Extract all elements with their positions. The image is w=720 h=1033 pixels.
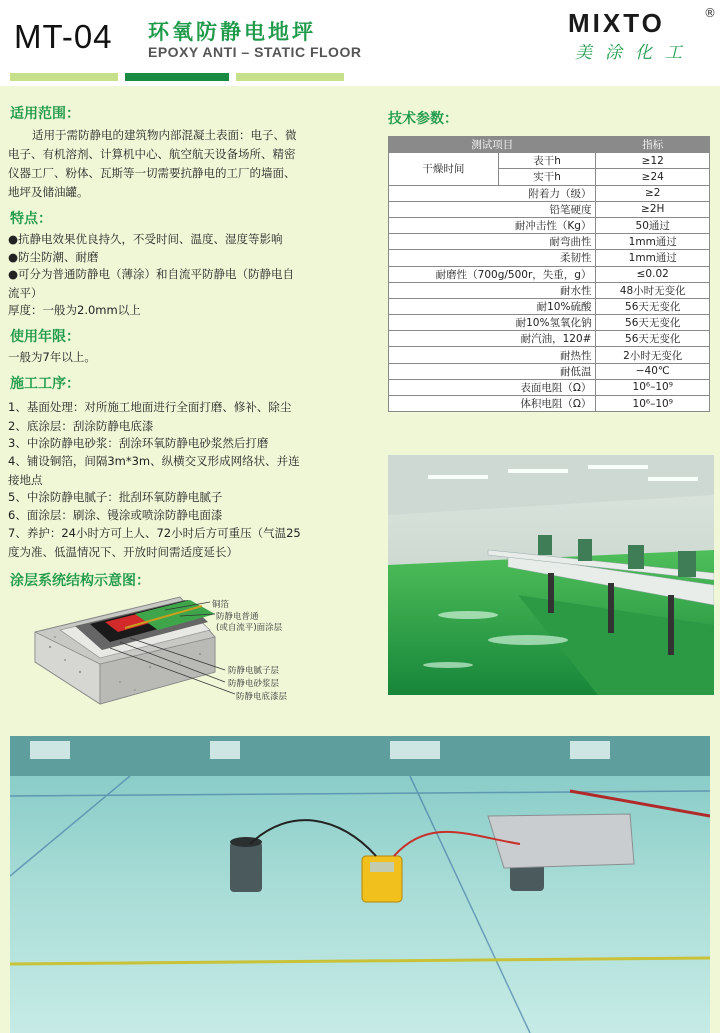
cell-value: 48小时无变化: [596, 282, 710, 298]
process-step: 4、铺设铜箔，间隔3m*3m、纵横交叉形成网络状、并连接地点: [8, 454, 300, 487]
table-row: [389, 266, 710, 282]
header-bar-1: [10, 73, 118, 81]
table-row: [389, 315, 710, 331]
cell-name: 表面电阻（Ω）: [389, 379, 596, 395]
process-step: 7、养护：24小时方可上人、72小时后方可重压（气温25度为准、低温情况下、开放时间需适度延长）: [8, 526, 301, 559]
cell-name: 耐热性: [389, 347, 596, 363]
scope-text: 适用于需防静电的建筑物内部混凝土表面：电子、微电子、有机溶剂、计算机中心、航空航天设备场所、精密仪器工厂、粉体、瓦斯等一切需要抗静电的工厂的墙面、地坪及储油罐。: [8, 128, 297, 199]
cell-name: 耐水性: [389, 282, 596, 298]
table-row: [389, 185, 710, 201]
table-row: [389, 250, 710, 266]
features-heading: 特点：: [10, 211, 52, 227]
cell-name: 耐弯曲性: [389, 234, 596, 250]
col-header-item: 测试项目: [389, 137, 596, 153]
cell-value: ≥24: [596, 169, 710, 185]
product-title-en: EPOXY ANTI – STATIC FLOOR: [148, 44, 362, 60]
cell-value: 1mm通过: [596, 250, 710, 266]
table-row: [389, 217, 710, 233]
table-row: [389, 298, 710, 314]
table-row: [389, 347, 710, 363]
cell-value: 1mm通过: [596, 234, 710, 250]
cell-value: 50通过: [596, 217, 710, 233]
cell-name: 体积电阻（Ω）: [389, 396, 596, 412]
brand-logo-cn: 美涂化工: [575, 43, 695, 63]
label-primer: 防静电底漆层: [236, 692, 288, 702]
cell-name: 耐10%硫酸: [389, 298, 596, 314]
cell-name: 耐汽油，120#: [389, 331, 596, 347]
process-step: 5、中涂防静电腻子：批刮环氧防静电腻子: [8, 490, 223, 504]
spec-table: [388, 136, 710, 412]
table-header-row: [389, 137, 710, 153]
cell-value: 10⁶–10⁹: [596, 396, 710, 412]
cell-name: 耐10%氢氧化钠: [389, 315, 596, 331]
cell-name: 耐磨性（700g/500r，失重，g）: [389, 266, 596, 282]
header-bar-2: [125, 73, 229, 81]
table-row: [389, 201, 710, 217]
table-row: [389, 282, 710, 298]
label-mortar: 防静电砂浆层: [228, 679, 280, 689]
process-step: 1、基面处理：对所施工地面进行全面打磨、修补、除尘 2、底涂层：刮涂防静电底漆: [8, 400, 292, 433]
table-row: [389, 379, 710, 395]
registered-mark: ®: [704, 6, 716, 20]
process-heading: 施工工序：: [10, 376, 80, 392]
process-step: 6、面涂层：刷涂、镘涂或喷涂防静电面漆: [8, 508, 223, 522]
cell-value: 56天无变化: [596, 315, 710, 331]
lifespan-heading: 使用年限：: [10, 329, 80, 345]
table-row: [389, 363, 710, 379]
header-bar-3: [236, 73, 344, 81]
table-row: [389, 331, 710, 347]
cell-name: 实干h: [498, 169, 596, 185]
feature-item: ●防尘防潮、耐磨: [8, 250, 99, 264]
cell-value: 56天无变化: [596, 298, 710, 314]
specs-heading: 技术参数：: [388, 111, 458, 127]
cell-name: 铅笔硬度: [389, 201, 596, 217]
cell-value: 10⁶–10⁹: [596, 379, 710, 395]
table-row: [389, 396, 710, 412]
cell-value: 2小时无变化: [596, 347, 710, 363]
cell-name: 耐低温: [389, 363, 596, 379]
model-number: MT-04: [14, 18, 113, 55]
cell-value: ≥2: [596, 185, 710, 201]
label-top: 防静电普通: [216, 612, 259, 622]
product-title-cn: 环氧防静电地坪: [148, 20, 316, 44]
brand-logo: MIXTO: [568, 8, 665, 38]
cell-value: −40℃: [596, 363, 710, 379]
drying-label: 干燥时间: [389, 153, 499, 185]
label-putty: 防静电腻子层: [228, 666, 280, 676]
feature-item: ●抗静电效果优良持久，不受时间、温度、湿度等影响: [8, 232, 283, 246]
cell-name: 附着力（级）: [389, 185, 596, 201]
cell-value: 56天无变化: [596, 331, 710, 347]
floor-test-photo: [10, 736, 710, 1033]
label-copper: 铜箔: [212, 600, 230, 610]
diagram-heading: 涂层系统结构示意图：: [10, 573, 150, 589]
cell-value: ≥2H: [596, 201, 710, 217]
workshop-photo: [388, 455, 714, 695]
table-row: [389, 234, 710, 250]
cell-name: 柔韧性: [389, 250, 596, 266]
cell-value: ≥12: [596, 153, 710, 169]
process-step: 3、中涂防静电砂浆：刮涂环氧防静电砂浆然后打磨: [8, 436, 269, 450]
cell-value: ≤0.02: [596, 266, 710, 282]
label-top2: (或自流平)面涂层: [216, 623, 283, 633]
cell-name: 表干h: [498, 153, 596, 169]
feature-item: ●可分为普通防静电（薄涂）和自流平防静电（防静电自流平）: [8, 267, 295, 300]
table-row: [389, 153, 710, 169]
col-header-value: 指标: [596, 137, 710, 153]
thickness-text: 厚度：一般为2.0mm以上: [8, 303, 141, 317]
lifespan-text: 一般为7年以上。: [8, 350, 96, 364]
cell-name: 耐冲击性（Kg）: [389, 217, 596, 233]
scope-heading: 适用范围：: [10, 106, 80, 122]
